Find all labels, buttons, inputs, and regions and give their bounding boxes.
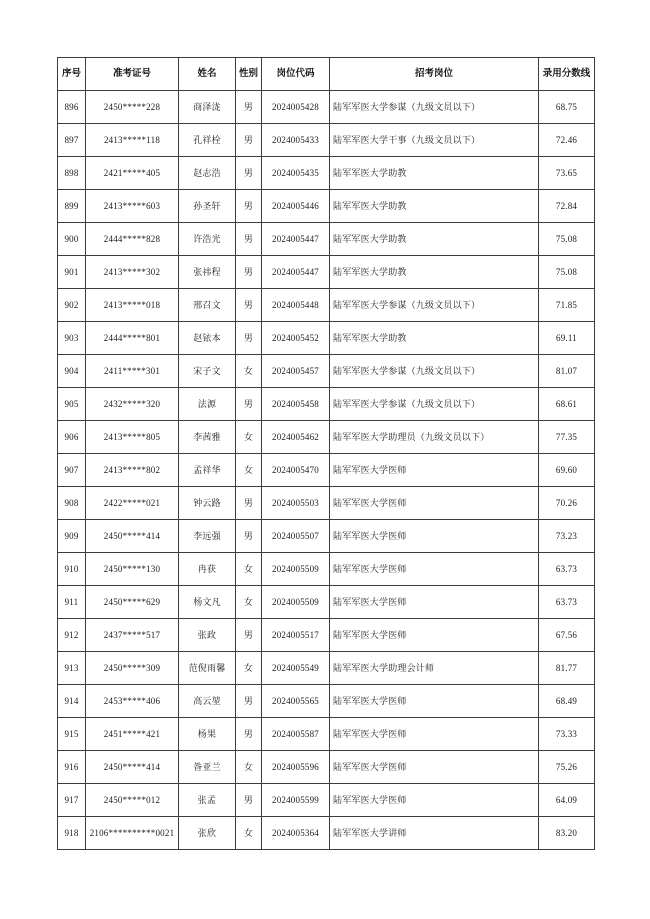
cell-gender: 女 (236, 586, 262, 619)
cell-gender: 男 (236, 124, 262, 157)
cell-position-code: 2024005509 (262, 586, 330, 619)
cell-ticket-number: 2450*****309 (86, 652, 179, 685)
cell-position-code: 2024005503 (262, 487, 330, 520)
cell-name: 李茜雅 (179, 421, 236, 454)
cell-index: 902 (58, 289, 86, 322)
cell-name: 李远强 (179, 520, 236, 553)
cell-gender: 男 (236, 388, 262, 421)
cell-position: 陆军军医大学参谋（九级文员以下） (330, 355, 539, 388)
cell-position: 陆军军医大学医师 (330, 718, 539, 751)
cell-position-code: 2024005446 (262, 190, 330, 223)
cell-name: 冉获 (179, 553, 236, 586)
cell-score-line: 81.07 (539, 355, 595, 388)
cell-name: 邢召文 (179, 289, 236, 322)
cell-position: 陆军军医大学助教 (330, 256, 539, 289)
cell-position-code: 2024005517 (262, 619, 330, 652)
cell-score-line: 73.33 (539, 718, 595, 751)
cell-position-code: 2024005428 (262, 91, 330, 124)
cell-gender: 男 (236, 157, 262, 190)
table-row (58, 421, 595, 454)
cell-ticket-number: 2413*****603 (86, 190, 179, 223)
table-row (58, 289, 595, 322)
cell-name: 杨果 (179, 718, 236, 751)
cell-ticket-number: 2432*****320 (86, 388, 179, 421)
cell-ticket-number: 2437*****517 (86, 619, 179, 652)
cell-gender: 男 (236, 520, 262, 553)
cell-index: 899 (58, 190, 86, 223)
cell-position-code: 2024005433 (262, 124, 330, 157)
cell-ticket-number: 2450*****629 (86, 586, 179, 619)
cell-score-line: 69.11 (539, 322, 595, 355)
cell-ticket-number: 2422*****021 (86, 487, 179, 520)
cell-position-code: 2024005364 (262, 817, 330, 850)
cell-gender: 男 (236, 322, 262, 355)
cell-position-code: 2024005462 (262, 421, 330, 454)
cell-name: 赵铱本 (179, 322, 236, 355)
cell-gender: 女 (236, 751, 262, 784)
table-row (58, 256, 595, 289)
cell-name: 孙圣轩 (179, 190, 236, 223)
cell-position: 陆军军医大学医师 (330, 520, 539, 553)
table-row (58, 652, 595, 685)
cell-ticket-number: 2413*****018 (86, 289, 179, 322)
cell-gender: 男 (236, 784, 262, 817)
cell-ticket-number: 2413*****118 (86, 124, 179, 157)
cell-score-line: 73.65 (539, 157, 595, 190)
cell-score-line: 72.84 (539, 190, 595, 223)
cell-position-code: 2024005507 (262, 520, 330, 553)
cell-position: 陆军军医大学医师 (330, 685, 539, 718)
cell-name: 孔祥栓 (179, 124, 236, 157)
cell-position: 陆军军医大学助理会计师 (330, 652, 539, 685)
cell-index: 915 (58, 718, 86, 751)
cell-name: 范倪雨馨 (179, 652, 236, 685)
table-row (58, 91, 595, 124)
cell-name: 张欣 (179, 817, 236, 850)
cell-position-code: 2024005549 (262, 652, 330, 685)
cell-gender: 女 (236, 553, 262, 586)
cell-gender: 男 (236, 289, 262, 322)
cell-index: 907 (58, 454, 86, 487)
table-row (58, 124, 595, 157)
column-header-index: 序号 (58, 58, 86, 91)
cell-position: 陆军军医大学助教 (330, 190, 539, 223)
cell-index: 916 (58, 751, 86, 784)
cell-index: 918 (58, 817, 86, 850)
cell-score-line: 72.46 (539, 124, 595, 157)
cell-position: 陆军军医大学医师 (330, 487, 539, 520)
table-row (58, 388, 595, 421)
cell-index: 906 (58, 421, 86, 454)
cell-name: 许浩光 (179, 223, 236, 256)
table-row (58, 784, 595, 817)
cell-name: 孟祥华 (179, 454, 236, 487)
cell-position-code: 2024005509 (262, 553, 330, 586)
cell-score-line: 71.85 (539, 289, 595, 322)
table-row (58, 751, 595, 784)
cell-position: 陆军军医大学医师 (330, 553, 539, 586)
cell-index: 913 (58, 652, 86, 685)
cell-index: 917 (58, 784, 86, 817)
cell-ticket-number: 2451*****421 (86, 718, 179, 751)
cell-ticket-number: 2450*****228 (86, 91, 179, 124)
cell-position-code: 2024005565 (262, 685, 330, 718)
cell-ticket-number: 2413*****302 (86, 256, 179, 289)
cell-score-line: 68.61 (539, 388, 595, 421)
cell-position: 陆军军医大学医师 (330, 454, 539, 487)
cell-position-code: 2024005457 (262, 355, 330, 388)
table-row (58, 487, 595, 520)
table-row (58, 685, 595, 718)
cell-name: 张政 (179, 619, 236, 652)
cell-name: 宋子文 (179, 355, 236, 388)
cell-score-line: 63.73 (539, 586, 595, 619)
cell-gender: 女 (236, 421, 262, 454)
table-row (58, 454, 595, 487)
table-body (58, 91, 595, 850)
cell-position-code: 2024005596 (262, 751, 330, 784)
cell-gender: 男 (236, 91, 262, 124)
table-row (58, 619, 595, 652)
cell-position: 陆军军医大学参谋（九级文员以下） (330, 91, 539, 124)
cell-position-code: 2024005599 (262, 784, 330, 817)
cell-ticket-number: 2413*****802 (86, 454, 179, 487)
table-row (58, 190, 595, 223)
cell-position: 陆军军医大学医师 (330, 784, 539, 817)
cell-score-line: 75.08 (539, 223, 595, 256)
cell-position-code: 2024005447 (262, 256, 330, 289)
cell-index: 904 (58, 355, 86, 388)
cell-position: 陆军军医大学医师 (330, 619, 539, 652)
table-row (58, 817, 595, 850)
cell-name: 杨文凡 (179, 586, 236, 619)
cell-position-code: 2024005448 (262, 289, 330, 322)
column-header-score-line: 录用分数线 (539, 58, 595, 91)
cell-score-line: 73.23 (539, 520, 595, 553)
table-row (58, 718, 595, 751)
cell-score-line: 75.08 (539, 256, 595, 289)
cell-ticket-number: 2444*****828 (86, 223, 179, 256)
cell-position: 陆军军医大学医师 (330, 751, 539, 784)
cell-score-line: 70.26 (539, 487, 595, 520)
cell-ticket-number: 2450*****130 (86, 553, 179, 586)
cell-score-line: 68.49 (539, 685, 595, 718)
column-header-ticket-number: 准考证号 (86, 58, 179, 91)
table-row (58, 223, 595, 256)
cell-position: 陆军军医大学干事（九级文员以下） (330, 124, 539, 157)
column-header-name: 姓名 (179, 58, 236, 91)
cell-index: 911 (58, 586, 86, 619)
cell-position-code: 2024005435 (262, 157, 330, 190)
cell-index: 910 (58, 553, 86, 586)
cell-score-line: 75.26 (539, 751, 595, 784)
table-row (58, 322, 595, 355)
table-row (58, 157, 595, 190)
cell-ticket-number: 2421*****405 (86, 157, 179, 190)
cell-index: 909 (58, 520, 86, 553)
cell-ticket-number: 2411*****301 (86, 355, 179, 388)
cell-index: 908 (58, 487, 86, 520)
cell-name: 昝亚兰 (179, 751, 236, 784)
cell-name: 商泽泷 (179, 91, 236, 124)
cell-position-code: 2024005458 (262, 388, 330, 421)
cell-score-line: 83.20 (539, 817, 595, 850)
cell-ticket-number: 2413*****805 (86, 421, 179, 454)
cell-gender: 女 (236, 355, 262, 388)
cell-ticket-number: 2453*****406 (86, 685, 179, 718)
cell-index: 914 (58, 685, 86, 718)
cell-index: 903 (58, 322, 86, 355)
table-row (58, 520, 595, 553)
cell-gender: 男 (236, 685, 262, 718)
cell-index: 900 (58, 223, 86, 256)
cell-position-code: 2024005587 (262, 718, 330, 751)
cell-score-line: 68.75 (539, 91, 595, 124)
cell-name: 高云堃 (179, 685, 236, 718)
cell-ticket-number: 2450*****414 (86, 751, 179, 784)
cell-index: 898 (58, 157, 86, 190)
cell-score-line: 67.56 (539, 619, 595, 652)
cell-position-code: 2024005447 (262, 223, 330, 256)
cell-position: 陆军军医大学参谋（九级文员以下） (330, 289, 539, 322)
header-row (58, 58, 595, 91)
cell-index: 897 (58, 124, 86, 157)
cell-ticket-number: 2106**********0021 (86, 817, 179, 850)
cell-gender: 男 (236, 619, 262, 652)
cell-gender: 女 (236, 652, 262, 685)
cell-score-line: 63.73 (539, 553, 595, 586)
cell-index: 896 (58, 91, 86, 124)
cell-position: 陆军军医大学讲师 (330, 817, 539, 850)
cell-position: 陆军军医大学参谋（九级文员以下） (330, 388, 539, 421)
cell-position: 陆军军医大学医师 (330, 586, 539, 619)
cell-gender: 女 (236, 817, 262, 850)
cell-gender: 男 (236, 718, 262, 751)
column-header-position: 招考岗位 (330, 58, 539, 91)
cell-ticket-number: 2450*****414 (86, 520, 179, 553)
cell-name: 钟云路 (179, 487, 236, 520)
cell-name: 赵志浩 (179, 157, 236, 190)
cell-ticket-number: 2444*****801 (86, 322, 179, 355)
cell-position: 陆军军医大学助理员（九级文员以下） (330, 421, 539, 454)
cell-gender: 女 (236, 454, 262, 487)
cell-score-line: 69.60 (539, 454, 595, 487)
table-row (58, 553, 595, 586)
cell-score-line: 77.35 (539, 421, 595, 454)
cell-gender: 男 (236, 487, 262, 520)
cell-name: 张祎程 (179, 256, 236, 289)
cell-name: 法源 (179, 388, 236, 421)
column-header-position-code: 岗位代码 (262, 58, 330, 91)
recruitment-score-table (57, 57, 595, 850)
cell-index: 912 (58, 619, 86, 652)
cell-position-code: 2024005452 (262, 322, 330, 355)
cell-ticket-number: 2450*****012 (86, 784, 179, 817)
table-row (58, 355, 595, 388)
cell-index: 901 (58, 256, 86, 289)
cell-position: 陆军军医大学助教 (330, 322, 539, 355)
cell-score-line: 81.77 (539, 652, 595, 685)
cell-index: 905 (58, 388, 86, 421)
cell-position-code: 2024005470 (262, 454, 330, 487)
cell-position: 陆军军医大学助教 (330, 157, 539, 190)
cell-gender: 男 (236, 190, 262, 223)
column-header-gender: 性别 (236, 58, 262, 91)
cell-position: 陆军军医大学助教 (330, 223, 539, 256)
cell-score-line: 64.09 (539, 784, 595, 817)
cell-gender: 男 (236, 256, 262, 289)
table-row (58, 586, 595, 619)
cell-gender: 男 (236, 223, 262, 256)
cell-name: 张孟 (179, 784, 236, 817)
